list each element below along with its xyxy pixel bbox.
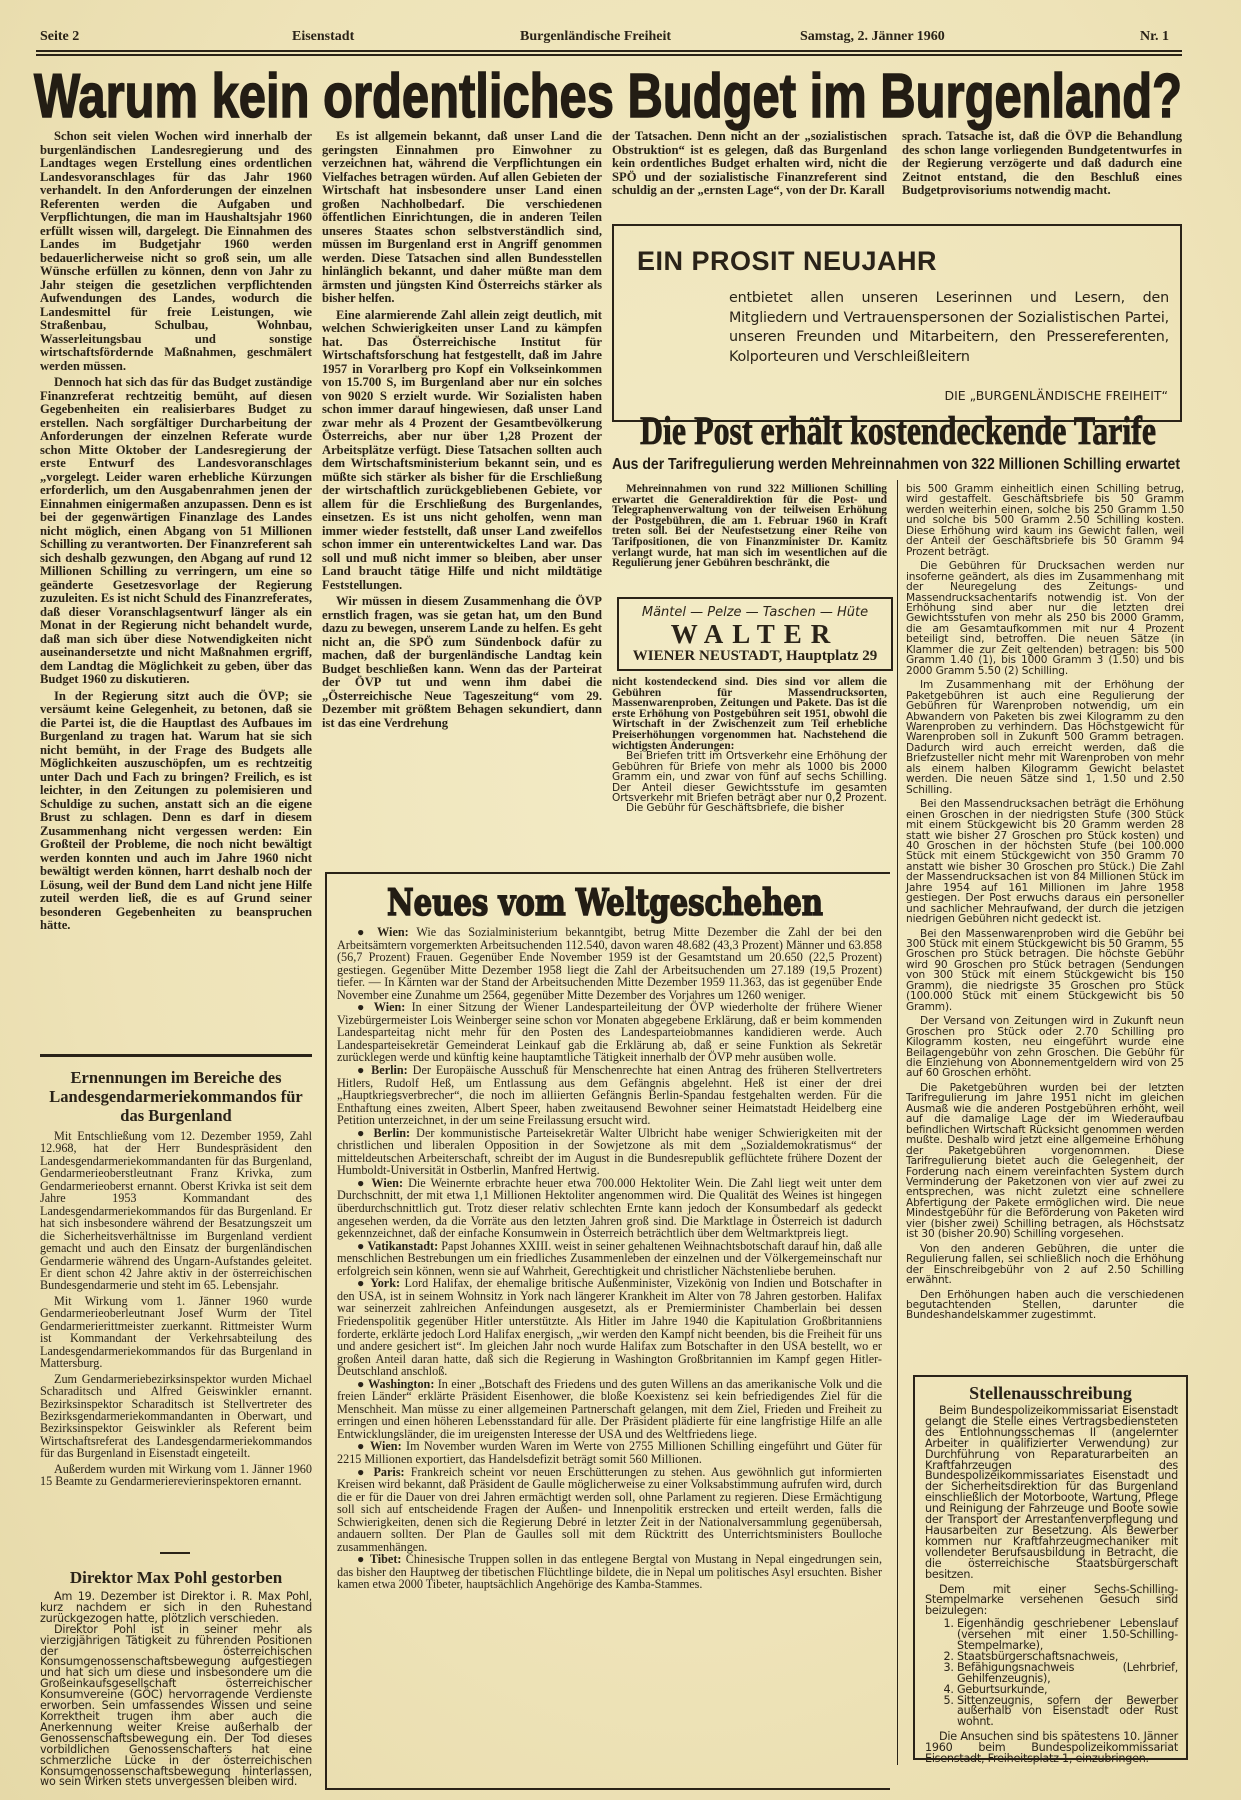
column-divider: [40, 1054, 312, 1057]
news-place: Wien:: [373, 1000, 406, 1015]
news-text: Lord Halifax, der ehemalige britische Außenminister, Vizekönig von Indien und Botschafter in den USA, ist in seinem Wohnsitz in York nach längerer Krankheit im Alter von 78 Jahren gestorben. Halifax war seinerzeit zahlreichen Anfeindungen ausgesetzt, als er Premierminister Chamberlain bei dessen Friedenspolitik gegenüber Hitler unterstützte. Als Hitler im Jahre 1940 die Kapitulation Großbritanniens forderte, erklärte jedoch Lord Halifax energisch, „wir werden den Kampf nicht beenden, bis die Freiheit für uns und andere gesichert ist“. Im gleichen Jahr noch wurde Halifax zum Botschafter in den USA bestellt, wo er großen Anteil daran hatte, daß sich die Regierung in Washington Großbritannien im Kampf gegen Hitler-Deutschland anschloß.: [337, 1276, 882, 1379]
bullet-icon: ●: [357, 1464, 368, 1479]
main-headline: [34, 62, 1184, 131]
edition-place: Eisenstadt: [292, 29, 355, 44]
svg-text:Warum kein ordentliches Budget: Warum kein ordentliches Budget im Burgenland?: [34, 62, 1182, 131]
paragraph: Der Versand von Zeitungen wird in Zukunft neun Groschen pro Stück oder 2.70 Schilling pro Kilogramm kosten, neu eingeführt wurde eine Beilagengebühr von zehn Groschen. Die Gebühr für die Einziehung von Abonnementgeldern wird von 25 auf 60 Groschen erhöht.: [906, 1015, 1184, 1080]
paragraph: bis 500 Gramm einheitlich einen Schilling betrug, wird gestaffelt. Geschäftsbriefe bis 50 Gramm werden weiterhin einen, solche bis 250 Gramm 1.50 und solche bis 500 Gramm 2.50 Schilling kosten. Diese Erhöhung wird kaum ins Gewicht fallen, weil der Anteil der Geschäftsbriefe bis 50 Gramm 94 Prozent beträgt.: [906, 483, 1184, 558]
new-year-greeting-box: [612, 224, 1182, 422]
paragraph: Es ist allgemein bekannt, daß unser Land die geringsten Einnahmen pro Einwohner zu verzeichnen hat, während die Verpflichtungen ein Vielfaches betragen würden. Auf allen Gebieten der Wirtschaft hat insbesondere unser Land einen großen Nachholbedarf. Die verschiedenen öffentlichen Einrichtungen, die in anderen Teilen unseres Staates schon selbstverständlich sind, müssen im Burgenland erst in Angriff genommen werden. Diese Tatsachen sind allen Bundesstellen hinlänglich bekannt, und daher müßte man dem ärmsten und jüngsten Kind Österreichs stärker als bisher helfen.: [322, 129, 602, 305]
news-text: Der kommunistische Parteisekretär Walter Ulbricht habe weniger Schwierigkeiten mit der christlichen und liberalen Opposition in der Sowjetzone als mit dem „Sozialdemokratismus“ der mitteldeutschen Arbeiterschaft, schreibt der im August in die Bundesrepublik geflüchtete frühere Dozent der Humboldt-Universität in Ostberlin, Manfred Hertwig.: [337, 1125, 882, 1178]
bullet-icon: ●: [357, 1000, 368, 1015]
bullet-icon: ●: [357, 925, 370, 939]
paragraph: Beim Bundespolizeikommissariat Eisenstadt gelangt die Stelle eines Vertragsbediensteten des Entlohnungsschemas II (angelernter Arbeiter in qualifizierter Verwendung) zur Durchführung von Reparaturarbeiten an Kraftfahrzeugen des Bundespolizeikommissariates Eisenstadt und der Sicherheitsdirektion für das Burgenland einschließlich der Motorboote, Wartung, Pflege und Reinigung der Fahrzeuge und Boote sowie der Transport der Arrestantenverpflegung und Hausarbeiten zur Besetzung. Als Bewerber kommen nur Kraftfahrzeugmechaniker mit vollendeter Berufsausbildung in Betracht, die die österreichische Staatsbürgerschaft besitzen.: [925, 1404, 1178, 1581]
paragraph: Die Paketgebühren wurden bei der letzten Tarifregulierung im Jahre 1951 nicht im gleichen Ausmaß wie die anderen Postgebühren erhöht, weil auf die damalige Lage der im Wiederaufbau befindlichen Wirtschaft Rücksicht genommen werden mußte. Deshalb wird jetzt eine allgemeine Erhöhung der Paketgebühren vorgenommen. Diese Tarifregulierung bietet auch die Gelegenheit, der Forderung nach einem vereinfachten System durch Verminderung der Paketzonen von vier auf zwei zu entsprechen, was nicht zuletzt eine schnellere Abfertigung der Pakete ermöglichen wird. Die neue Mindestgebühr für die Beförderung von Paketen wird vier (bisher zwei) Schilling betragen, als Höchstsatz ist 30 (bisher 20.90) Schilling vorgesehen.: [906, 1081, 1184, 1241]
news-item: [337, 1553, 882, 1591]
greeting-title: EIN PROSIT NEUJAHR: [637, 246, 938, 276]
news-place: Wien:: [377, 925, 409, 939]
job-posting-box: [913, 1375, 1188, 1766]
world-news-headline: [387, 882, 827, 922]
paragraph: Von den anderen Gebühren, die unter die Regulierung fallen, sei schließlich noch die Erhöhung der Einschreibgebühr von 2 auf 2.50 Schilling erwähnt.: [906, 1242, 1184, 1287]
news-place: Wien:: [370, 1439, 402, 1454]
paragraph: Die Ansuchen sind bis spätestens 10. Jänner 1960 beim Bundespolizeikommissariat Eisenstadt, Freiheitsplatz 1, einzubringen.: [925, 1730, 1178, 1766]
news-item: [337, 1466, 882, 1554]
paragraph: Eine alarmierende Zahl allein zeigt deutlich, mit welchen Schwierigkeiten unser Land zu kämpfen hat. Das Österreichische Institut für Wirtschaftsforschung hat festgestellt, daß im Jahre 1957 in Vorarlberg pro Kopf ein Volkseinkommen von 15.700 S, im Burgenland aber nur ein solches von 9020 S erzielt wurde. Wir Sozialisten haben schon immer darauf hingewiesen, daß unser Land zwar mehr als 4 Prozent der Gesamtbevölkerung Österreichs, aber nur über 1,28 Prozent der Arbeitsplätze verfügt. Diese Tatsachen sollten auch dem Wirtschaftsministerium bekannt sein, und es müßte sich stärker als bisher für die Erschließung der wirtschaftlich zurückgebliebenen Gebiete, vor allem für die Erschließung des Burgenlandes, einsetzen. Es ist uns nicht geholfen, wenn man immer wieder feststellt, daß unser Land zweifellos schon immer ein unterentwickeltes Land war. Das soll und muß nicht immer so bleiben, aber unser Land braucht tätige Hilfe und nicht mildtätige Feststellungen.: [322, 307, 602, 592]
news-text: In einer „Botschaft des Friedens und des guten Willens an das amerikanische Volk und die freien Länder“ erklärte Präsident Eisenhower, die bloße Koexistenz sei kein befriedigendes Ziel für die Menschheit. Man müsse zu einer allgemeinen Partnerschaft gelangen, mit dem Ziel, Frieden und Freiheit zu erringen und einen höheren Lebensstandard für alle. Der Präsident plädierte für eine langfristige Hilfe an alle Entwicklungsländer, die im ureigensten Interesse der USA und des Weltfriedens liege.: [337, 1376, 882, 1441]
paragraph: Mehreinnahmen von rund 322 Millionen Schilling erwartet die Generaldirektion für die Post- und Telegraphenverwaltung von der teilweisen Erhöhung der Postgebühren, die am 1. Februar 1960 in Kraft treten soll. Bei der Neufestsetzung einer Reihe von Tarifpositionen, die von Finanzminister Dr. Kamitz verlangt wurde, hat man sich im wesentlichen auf die Regulierung jener Gebühren beschränkt, die: [612, 483, 887, 570]
paragraph: Die Gebühr für Geschäftsbriefe, die bisher: [626, 802, 844, 815]
world-news-list: [337, 926, 882, 1591]
news-item: [337, 1001, 882, 1064]
world-news-box: [325, 872, 890, 1790]
issue-number: Nr. 1: [1140, 29, 1170, 44]
svg-text:Neues vom Weltgeschehen: Neues vom Weltgeschehen: [387, 882, 823, 924]
obituary-headline: Direktor Max Pohl gestorben: [69, 1568, 283, 1587]
news-item: [337, 926, 882, 1001]
greeting-signature: DIE „BURGENLÄNDISCHE FREIHEIT“: [944, 388, 1168, 403]
paragraph: Die Gebühren für Drucksachen werden nur insoferne geändert, als dies im Zusammenhang mit der Neuregelung des Zeitungs- und Massendrucksachentarifs notwendig ist. Von der Erhöhung sind aber nur die letzten drei Gewichtsstufen von mehr als 250 bis 2000 Gramm, die am Gesamtaufkommen mit nur 4 Prozent beteiligt sind, betroffen. Die neuen Sätze (in Klammer die zur Zeit geltenden) betragen: bis 500 Gramm 1.40 (1), bis 1000 Gramm 3 (1.50) und bis 2000 Gramm 5.50 (2) Schilling.: [906, 560, 1184, 677]
bullet-icon: ●: [357, 1175, 367, 1190]
paragraph: Wir müssen in diesem Zusammenhang die ÖVP ernstlich fragen, was sie getan hat, um den Bund dazu zu bewegen, unserem Lande zu helfen. Es geht nicht an, die SPÖ zum Sündenbock dafür zu machen, daß der burgenländische Landtag kein Budget beschließen kann. Wenn das der Parteirat der ÖVP tut und wenn ihm dabei die „Österreichische Neue Tageszeitung“ vom 29. Dezember mit größtem Behagen sekundiert, dann ist das eine Verdrehung: [322, 594, 602, 730]
news-place: Berlin:: [371, 1063, 408, 1078]
list-item: 2. Staatsbürgerschaftsnachweis,: [957, 1652, 1178, 1663]
paragraph: der Tatsachen. Denn nicht an der „sozialistischen Obstruktion“ ist es gelegen, daß das Burgenland kein ordentliches Budget erhalten wird, nicht die SPÖ und der sozialistische Finanzreferent sind schuldig an der „ernsten Lage“, von der Dr. Karall: [612, 129, 887, 197]
post-article-col4: [906, 484, 1184, 1364]
page-number: Seite 2: [40, 29, 80, 44]
paragraph: Außerdem wurden mit Wirkung vom 1. Jänner 1960 15 Beamte zu Gendarmerierevierinspektoren ernannt.: [40, 1461, 312, 1489]
ad-address: WIENER NEUSTADT, Hauptplatz 29: [632, 648, 878, 664]
news-place: Vatikanstadt:: [367, 1238, 439, 1253]
bullet-icon: ●: [357, 1376, 365, 1391]
news-item: [337, 1064, 882, 1127]
header-rule: [36, 50, 1182, 56]
post-subheadline: [612, 453, 1184, 475]
news-item: [337, 1240, 882, 1278]
bullet-icon: ●: [357, 1238, 365, 1253]
main-article-col4: [902, 130, 1182, 201]
svg-text:Die Post erhält kostendeckende: Die Post erhält kostendeckende Tarife: [640, 408, 1156, 453]
news-text: In einer Sitzung der Wiener Landesparteileitung der ÖVP wiederholte der frühere Wiener Vizebürgermeister Lois Weinberger seine schon vor Monaten abgegebene Erklärung, daß er beim kommenden Landesparteitag nicht mehr für den Posten des Landesparteiobmannes kandidieren werde. Auch Landesparteisekretär Gemeinderat Leinkauf gab die Erklärung ab, daß er seine Funktion als Sekretär zurücklegen werde und künftig keine hauptamtliche Tätigkeit innerhalb der ÖVP mehr ausüben wolle.: [337, 1000, 883, 1065]
news-text: Im November wurden Waren im Werte von 2755 Millionen Schilling eingeführt und Güter für 2215 Millionen exportiert, das Handelsdefizit beträgt somit 560 Millionen.: [337, 1439, 882, 1466]
required-documents-list: [925, 1619, 1178, 1728]
paragraph: In der Regierung sitzt auch die ÖVP; sie versäumt keine Gelegenheit, zu betonen, daß sie die Partei ist, die die Hauptlast des Aufbaues im Burgenland zu tragen hat. Warum hat sie sich nicht bemüht, in der Frage des Budgets alle Möglichkeiten auszuschöpfen, um es rechtzeitig unter Dach und Fach zu bringen? Freilich, es ist leichter, in den Zeitungen zu polemisieren und Schuldige zu suchen, anstatt sich an die eigene Brust zu schlagen. Denn es darf in diesem Zusammenhang nicht vergessen werden: Ein Großteil der Probleme, die noch nicht bewältigt werden konnten und auch im Jahre 1960 nicht bewältigt werden können, harrt deshalb noch der Lösung, weil der Bund dem Land nicht jene Hilfe zuteil werden ließ, die es auf Grund seiner besonderen Gegebenheiten zu beanspruchen hätte.: [40, 688, 312, 932]
news-item: [337, 1378, 882, 1441]
paragraph: Bei den Massenwarenproben wird die Gebühr bei 300 Stück mit einem Stückgewicht bis 50 Gramm, 55 Groschen pro Stück betragen. Die höchste Gebühr wird 90 Groschen pro Stück betragen (Sendungen von 300 Stück mit einem Stückgewicht bis 150 Gramm), die niedrigste 35 Groschen pro Stück (100.000 Stück mit einem Stückgewicht bis 50 Gramm).: [906, 927, 1184, 1013]
appointments-headline: Ernennungen im Bereiche des Landesgendarmeriekommandos für das Burgenland: [49, 1068, 303, 1125]
bullet-icon: ●: [357, 1276, 366, 1291]
walter-advertisement: [617, 597, 893, 671]
paragraph: Mit Entschließung vom 12. Dezember 1959, Zahl 12.968, hat der Herr Bundespräsident den Landesgendarmeriekommandanten für das Burgenland, Gendarmerieoberstleutnant Franz Krivka, zum Gendarmerieoberst ernannt. Oberst Krivka ist seit dem Jahre 1953 Kommandant des Landesgendarmeriekommandos für das Burgenland. Er hat sich insbesondere während der Besatzungszeit um die Sicherheitsverhältnisse im Burgenland verdient gemacht und auch den Einsatz der burgenländischen Gendarmerie während des Ungarn-Aufstandes geleitet. Er dient schon 42 Jahre aktiv in der österreichischen Bundesgendarmerie und steht im 65. Lebensjahr.: [40, 1129, 312, 1293]
post-article-col3-bottom: [612, 677, 887, 814]
news-text: Frankreich scheint vor neuen Erschütterungen zu stehen. Aus gewöhnlich gut informierten Kreisen wird bekannt, daß Präsident de Gaulle möglicherweise zu einer Volksabstimmung aufrufen wird, durch die er für die Dauer von drei Jahren ermächtigt werden soll, ohne Parlament zu regieren. Diese Ermächtigung soll sich auf entscheidende Fragen der Außen- und Innenpolitik erstrecken und erteilt werden, falls die Schwierigkeiten, denen sich die Regierung Debré in letzter Zeit in der Nationalversammlung gegenübersah, andauern sollten. Der Plan de Gaulles soll mit dem Rücktritt des Unterrichtsministers Boulloche zusammenhängen.: [337, 1464, 882, 1554]
list-item: 3. Befähigungsnachweis (Lehrbrief, Gehilfenzeugnis),: [957, 1663, 1178, 1685]
news-item: [337, 1177, 882, 1240]
paragraph: Zum Gendarmeriebezirksinspektor wurden Michael Scharaditsch und Alfred Geiswinkler ernannt. Bezirksinspektor Scharaditsch ist Stellvertreter des Bezirksgendarmeriekommandanten in Oberwart, und Bezirksinspektor Geiswinkler als Referent beim Wirtschaftsreferat des Landesgendarmeriekommandos für das Burgenland in Eisenstadt eingeteilt.: [40, 1371, 312, 1461]
bullet-icon: ●: [357, 1125, 368, 1140]
news-item: [337, 1440, 882, 1465]
news-place: York:: [370, 1276, 401, 1291]
paragraph: Direktor Pohl ist in seiner mehr als vierzigjährigen Tätigkeit zu führenden Positionen der österreichischen Konsumgenossenschaftsbewegung aufgestiegen und hat sich um diese und insbesondere um die Großeinkaufsgesellschaft österreichischer Konsumvereine (GÖC) hervorragende Verdienste erworben. Sein umfassendes Wissen und seine Korrektheit trugen ihm aber auch die Anerkennung weiter Kreise außerhalb der Genossenschaftsbewegung ein. Der Tod dieses vorbildlichen Genossenschafters hat eine schmerzliche Lücke in der österreichischen Konsumgenossenschaftsbewegung hinterlassen, wo sein Wirken stets unvergessen bleiben wird.: [40, 1622, 312, 1789]
bullet-icon: ●: [357, 1552, 366, 1567]
news-item: [337, 1127, 882, 1177]
svg-text:Aus der Tarifregulierung werde: Aus der Tarifregulierung werden Mehreinnahmen von 322 Millionen Schilling erwartet: [612, 456, 1181, 473]
paragraph: Dem mit einer Sechs-Schilling-Stempelmarke versehenen Gesuch sind beizulegen:: [925, 1582, 1178, 1618]
news-text: Der Europäische Ausschuß für Menschenrechte hat einen Antrag des früheren Stellvertreters Hitlers, Rudolf Heß, um Entlassung aus dem Gefängnis abgelehnt. Heß ist einer der drei „Hauptkriegsverbrecher“, die noch im alliierten Gefängnis Berlin-Spandau festgehalten werden. Für die Enthaftung eines zweiten, Albert Speer, haben zweitausend Bewohner seiner Heimatstadt Heidelberg eine Petition unterzeichnet, in der um seine Freilassung ersucht wird.: [337, 1063, 883, 1128]
greeting-body: entbietet allen unseren Leserinnen und Lesern, den Mitgliedern und Vertrauenspersonen der Sozialistischen Partei, unseren Freunden und Mitarbeitern, den Pressereferenten, Kolporteuren und Verschleißleitern: [729, 290, 1169, 365]
paragraph: Den Erhöhungen haben auch die verschiedenen begutachtenden Stellen, darunter die Bundeshandelskammer zugestimmt.: [906, 1288, 1184, 1322]
post-article-col3-top: [612, 484, 887, 569]
news-item: [337, 1277, 882, 1377]
news-text: Chinesische Truppen sollen in das entlegene Bergtal von Mustang in Nepal eingedrungen sein, das bisher den Hauptweg der tibetischen Flüchtlinge bildete, die in Nepal um politisches Asyl ersuchten. Bisher kamen etwa 2000 Tibeter, hauptsächlich Angehörige des Kamba-Stammes.: [337, 1552, 883, 1592]
job-posting-headline: Stellenausschreibung: [969, 1383, 1132, 1403]
paragraph: nicht kostendeckend sind. Dies sind vor allem die Gebühren für Massendrucksorten, Massenwarenproben, Zeitungen und Pakete. Das ist die erste Erhöhung von Postgebühren seit 1951, obwohl die Wirtschaft in der Zwischenzeit zum Teil erhebliche Preiserhöhungen vorgenommen hat. Nachstehend die wichtigsten Änderungen:: [612, 676, 887, 752]
ad-tagline: Mäntel — Pelze — Taschen — Hüte: [641, 605, 869, 620]
news-place: Washington:: [368, 1376, 435, 1391]
post-headline: [640, 408, 1160, 453]
paragraph: sprach. Tatsache ist, daß die ÖVP die Behandlung des schon lange vorliegenden Bundgetentwurfes in der Regierung verzögerte und daß dadurch eine Zeitnot entstand, die den Beschluß eines Budgetprovisoriums notwendig macht.: [902, 129, 1182, 197]
obituary-article: [40, 1592, 312, 1788]
paragraph: Dennoch hat sich das für das Budget zuständige Finanzreferat rechtzeitig bemüht, auf diesen Gegebenheiten ein realisierbares Budget zu erstellen. Nach sorgfältiger Durcharbeitung der Anforderungen der einzelnen Referate wurde schon Mitte Oktober der Landesregierung der erste Entwurf des Landesvoranschlages „vorgelegt. Leider waren erhebliche Kürzungen erforderlich, um den Ausgabenrahmen jenen der Einnahmen einigermaßen anzupassen. Denn es ist bei der gegenwärtigen Finanzlage des Landes nicht möglich, einen Abgang von 51 Millionen Schilling zu verantworten. Der Finanzreferent sah sich deshalb gezwungen, den Abgang auf rund 12 Millionen Schilling zu verringern, um eine so geänderte Gesetzesvorlage der Regierung zuzuleiten. Es ist nicht Schuld des Finanzreferates, daß dieser Voranschlagsentwurf länger als ein Monat in der Regierung nicht behandelt wurde, daß man sich über diese Notwendigkeiten nicht auseinandersetzte und nicht Maßnahmen ergriff, dem Landtag die Möglichkeit zu geben, über das Budget 1960 zu diskutieren.: [40, 375, 312, 686]
appointments-article: [40, 1130, 312, 1491]
news-place: Wien:: [371, 1175, 404, 1190]
paragraph: Schon seit vielen Wochen wird innerhalb der burgenländischen Landesregierung und des Landtages wegen Erstellung eines ordentlichen Landesvoranschlages für das Jahr 1960 verhandelt. In den Anforderungen der einzelnen Referenten werden die Aufgaben und Verpflichtungen, die man im Haushaltsjahr 1960 erfüllt wissen will, dargelegt. Die Einnahmen des Landes im Budgetjahr 1960 werden bedauerlicherweise nicht so groß sein, um alle Wünsche erfüllen zu können, denn von Jahr zu Jahr steigen die gesetzlichen verpflichtenden Aufwendungen des Landes, wodurch die Landesmittel für freie Leistungen, wie Straßenbau, Schulbau, Wohnbau, Wasserleitungsbau und sonstige wirtschaftsfördernde Maßnahmen, geschmälert werden müssen.: [40, 129, 312, 373]
news-text: Papst Johannes XXIII. weist in seiner gehaltenen Weihnachtsbotschaft darauf hin, daß alle menschlichen Bestrebungen um ein friedliches Zusammenleben der einzelnen und der Völkergemeinschaft nur erfolgreich sein können, wenn sie auf Wahrheit, Gerechtigkeit und christlicher Nächstenliebe beruhen.: [337, 1238, 882, 1278]
job-posting-body: [915, 1404, 1186, 1765]
paragraph: Mit Wirkung vom 1. Jänner 1960 wurde Gendarmerieoberleutnant Josef Wurm der Titel Gendarmerierittmeister zuerkannt. Rittmeister Wurm ist Kommandant der Verkehrsabteilung des Landesgendarmeriekommandos für das Burgenland in Mattersburg.: [40, 1293, 312, 1371]
main-article-col2: [322, 130, 602, 840]
paragraph: Bei Briefen tritt im Ortsverkehr eine Erhöhung der Gebühren für Briefe von mehr als 1000 bis 2000 Gramm ein, und zwar von fünf auf sechs Schilling. Der Anteil dieser Gewichtsstufe im gesamten Ortsverkehr mit Briefen beträgt aber nur 0,2 Prozent.: [612, 750, 887, 804]
paragraph: Am 19. Dezember ist Direktor i. R. Max Pohl, kurz nachdem er sich in den Ruhestand zurückgezogen hatte, plötzlich verschieden.: [40, 1590, 312, 1625]
news-text: Wie das Sozialministerium bekanntgibt, betrug Mitte Dezember die Zahl der bei den Arbeitsämtern vorgemerkten Arbeitsuchenden 112.540, davon waren 48.682 (43,3 Prozent) Männer und 63.858 (56,7 Prozent) Frauen. Gegenüber Ende November 1959 ist der Gesamtstand um 20.650 (22,5 Prozent) gestiegen. Gegenüber Mitte Dezember 1958 liegt die Zahl der Arbeitsuchenden um 27.189 (19,5 Prozent) tiefer. — In Kärnten war der Stand der Arbeitsuchenden Mitte Dezember 1959 11.363, das ist gegenüber Ende November eine Zunahme um 2564, gegenüber Mitte Dezember des Vorjahres um 1260 weniger.: [337, 925, 882, 1002]
paragraph: Im Zusammenhang mit der Erhöhung der Paketgebühren ist auch eine Regulierung der Gebühren für Warenproben notwendig, um ein Abwandern von Paketen bis zwei Kilogramm zu den Warenproben zu verhindern. Das Höchstgewicht für Warenproben soll in Zukunft 500 Gramm betragen. Dadurch wird auch erreicht werden, daß die Briefzusteller nicht mehr mit Warenproben von mehr als einem halben Kilogramm Gewicht belastet werden. Die neuen Sätze sind 1, 1.50 und 2.50 Schilling.: [906, 679, 1184, 796]
paragraph: Bei den Massendrucksachen beträgt die Erhöhung einen Groschen in der niedrigsten Stufe (300 Stück mit einem Stückgewicht bis 20 Gramm werden 28 statt wie bisher 27 Groschen pro Stück kosten) und 40 Groschen in der höchsten Stufe (bei 100.000 Stück mit einem Stückgewicht von 350 Gramm 70 anstatt wie bisher 30 Groschen pro Stück.) Die Zahl der Massendrucksachen ist von 84 Millionen Stück im Jahre 1954 auf 161 Millionen im Jahre 1958 gestiegen. Der Post erwuchs daraus ein personeller und sachlicher Mehraufwand, der durch die jetzigen niedrigen Gebühren nicht gedeckt ist.: [906, 798, 1184, 926]
news-place: Paris:: [373, 1464, 405, 1479]
main-article-col1: [40, 130, 312, 1045]
bullet-icon: ●: [357, 1439, 366, 1454]
bullet-icon: ●: [357, 1063, 367, 1078]
list-item: 4. Geburtsurkunde,: [957, 1685, 1178, 1696]
news-place: Berlin:: [373, 1125, 411, 1140]
article-separator: [160, 1552, 190, 1554]
newspaper-name: Burgenländische Freiheit: [520, 29, 672, 44]
list-item: 5. Sittenzeugnis, sofern der Bewerber außerhalb von Eisenstadt oder Rust wohnt.: [957, 1696, 1178, 1729]
main-article-col3: [612, 130, 887, 201]
ad-brand-name: WALTER: [670, 619, 840, 649]
column-rule: [897, 480, 898, 1765]
news-text: Die Weinernte erbrachte heuer etwa 700.000 Hektoliter Wein. Die Zahl liegt weit unter dem Durchschnitt, der mit etwa 1,1 Millionen Hektoliter angenommen wird. Die Qualität des Weines ist hingegen überdurchschnittlich gut. Trotz dieser relativ schlechten Ernte kann jedoch der Konsumbedarf als gedeckt angesehen werden, da die Vorräte aus den letzten Jahren groß sind. Die Marktlage in Österreich ist dadurch gekennzeichnet, daß der einfache Konsumwein in Österreich beträchtlich über dem Weltmarktpreis liegt.: [337, 1175, 882, 1241]
list-item: 1. Eigenhändig geschriebener Lebenslauf (versehen mit einer 1.50-Schilling-Stempelmarke),: [957, 1619, 1178, 1652]
issue-date: Samstag, 2. Jänner 1960: [800, 29, 945, 44]
news-place: Tibet:: [369, 1552, 402, 1567]
